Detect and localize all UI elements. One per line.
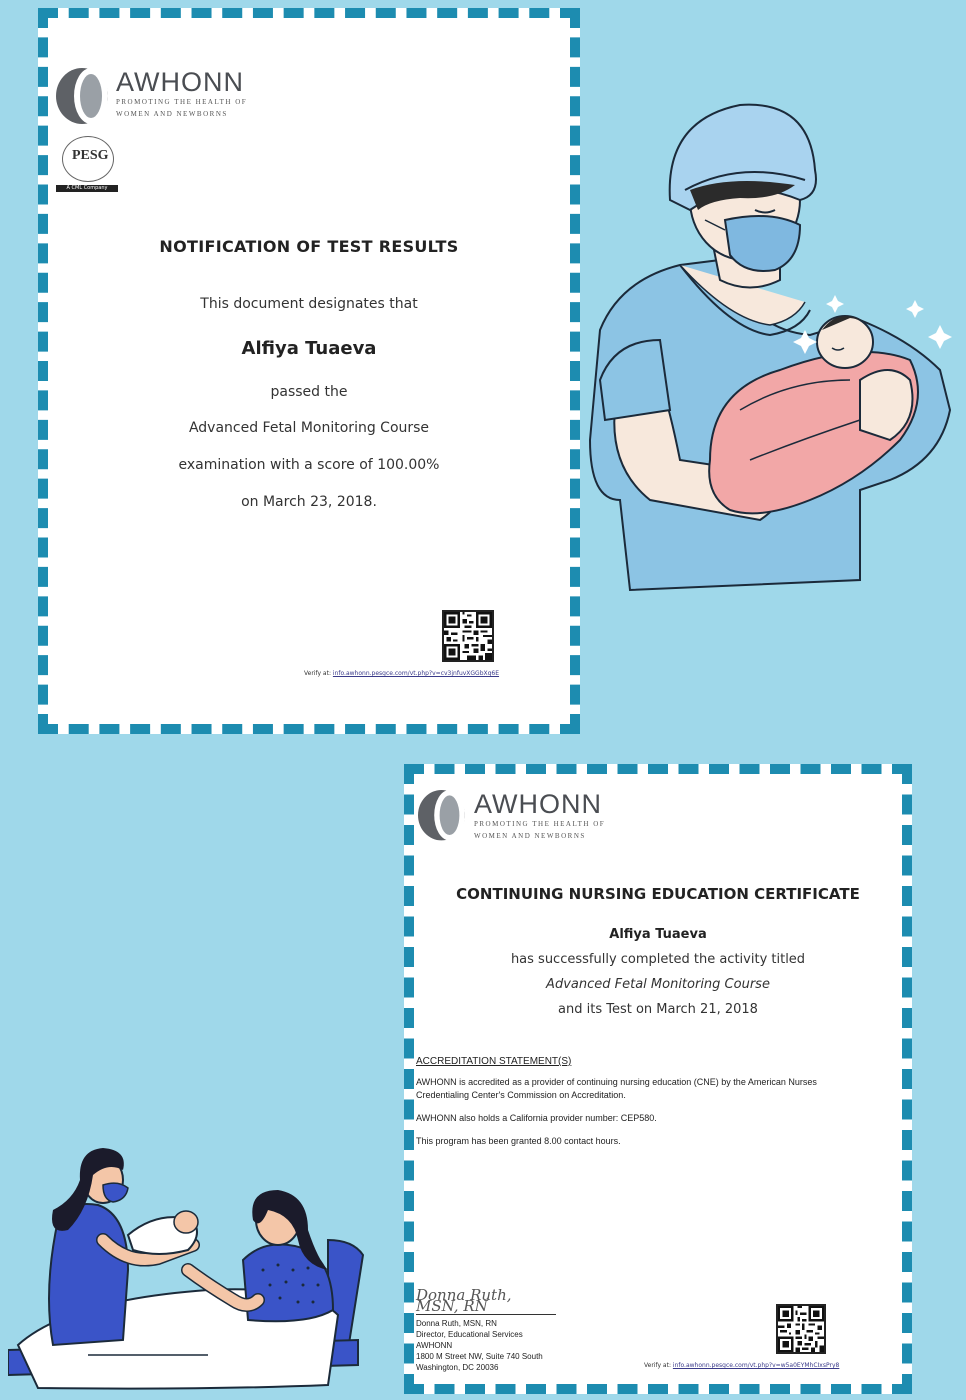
pesg-footer: A CML Company (56, 185, 118, 192)
pesg-seal-icon (56, 136, 120, 192)
accreditation-p2: AWHONN also holds a California provider number: CEP580. (416, 1113, 657, 1123)
recipient-name: Alfiya Tuaeva (241, 338, 377, 359)
verify-label: Verify at: (304, 670, 331, 677)
test-results-certificate (38, 8, 580, 734)
verify-footer (644, 1362, 839, 1369)
verify-footer (304, 670, 499, 677)
certificate-title: NOTIFICATION OF TEST RESULTS (159, 237, 459, 256)
accreditation-p3: This program has been granted 8.00 contact hours. (416, 1136, 621, 1146)
nurse-holding-newborn-illustration (560, 80, 960, 600)
date-line: and its Test on March 21, 2018 (558, 1002, 758, 1017)
logo-tagline-2: WOMEN AND NEWBORNS (116, 110, 228, 118)
accreditation-heading: ACCREDITATION STATEMENT(S) (416, 1056, 572, 1067)
designation-line: This document designates that (200, 296, 418, 312)
passed-line: passed the (270, 384, 348, 400)
awhonn-logo (418, 790, 605, 846)
score-line: examination with a score of 100.00% (178, 457, 440, 473)
verify-link[interactable]: info.awhonn.pesgce.com/vt.php?v=w5a0EYMhCIxsPry8 (672, 1362, 840, 1369)
signature-block (416, 1286, 556, 1373)
signer-org: AWHONN (416, 1341, 453, 1350)
signer-address-2: Washington, DC 20036 (416, 1363, 499, 1372)
signer-name: Donna Ruth, MSN, RN (416, 1319, 497, 1328)
awhonn-profile-icon (418, 790, 465, 840)
completion-line: has successfully completed the activity titled (510, 952, 806, 967)
logo-tagline-1: PROMOTING THE HEALTH OF (116, 98, 248, 106)
verify-link[interactable]: info.awhonn.pesgce.com/vt.php?v=cv3jnfuvXGGbXq6E (332, 670, 500, 677)
accreditation-p1: AWHONN is accredited as a provider of continuing nursing education (CNE) by the American Nurses Credentialing Center's Commission on Accreditation. (416, 1077, 817, 1100)
recipient-name: Alfiya Tuaeva (609, 927, 707, 942)
logo-brand: AWHONN (116, 67, 244, 97)
accreditation-section (416, 1055, 836, 1158)
logo-tagline-2: WOMEN AND NEWBORNS (474, 832, 586, 840)
certificate-title: CONTINUING NURSING EDUCATION CERTIFICATE (456, 885, 860, 903)
handwritten-signature: Donna Ruth, MSN, RN (416, 1290, 556, 1315)
qr-code-icon (776, 1304, 826, 1354)
course-name: Advanced Fetal Monitoring Course (546, 977, 770, 992)
nurse-handing-baby-illustration (8, 1140, 378, 1392)
logo-brand: AWHONN (474, 789, 602, 819)
qr-code-icon (442, 610, 494, 662)
signer-title: Director, Educational Services (416, 1330, 523, 1339)
awhonn-profile-icon (56, 68, 108, 124)
date-line: on March 23, 2018. (241, 494, 377, 510)
awhonn-logo (56, 68, 247, 124)
course-name: Advanced Fetal Monitoring Course (188, 420, 430, 436)
signer-address-1: 1800 M Street NW, Suite 740 South (416, 1352, 543, 1361)
pesg-letters: PESG (72, 148, 109, 163)
verify-label: Verify at: (644, 1362, 671, 1369)
cne-certificate (404, 764, 912, 1394)
logo-tagline-1: PROMOTING THE HEALTH OF (474, 820, 606, 828)
